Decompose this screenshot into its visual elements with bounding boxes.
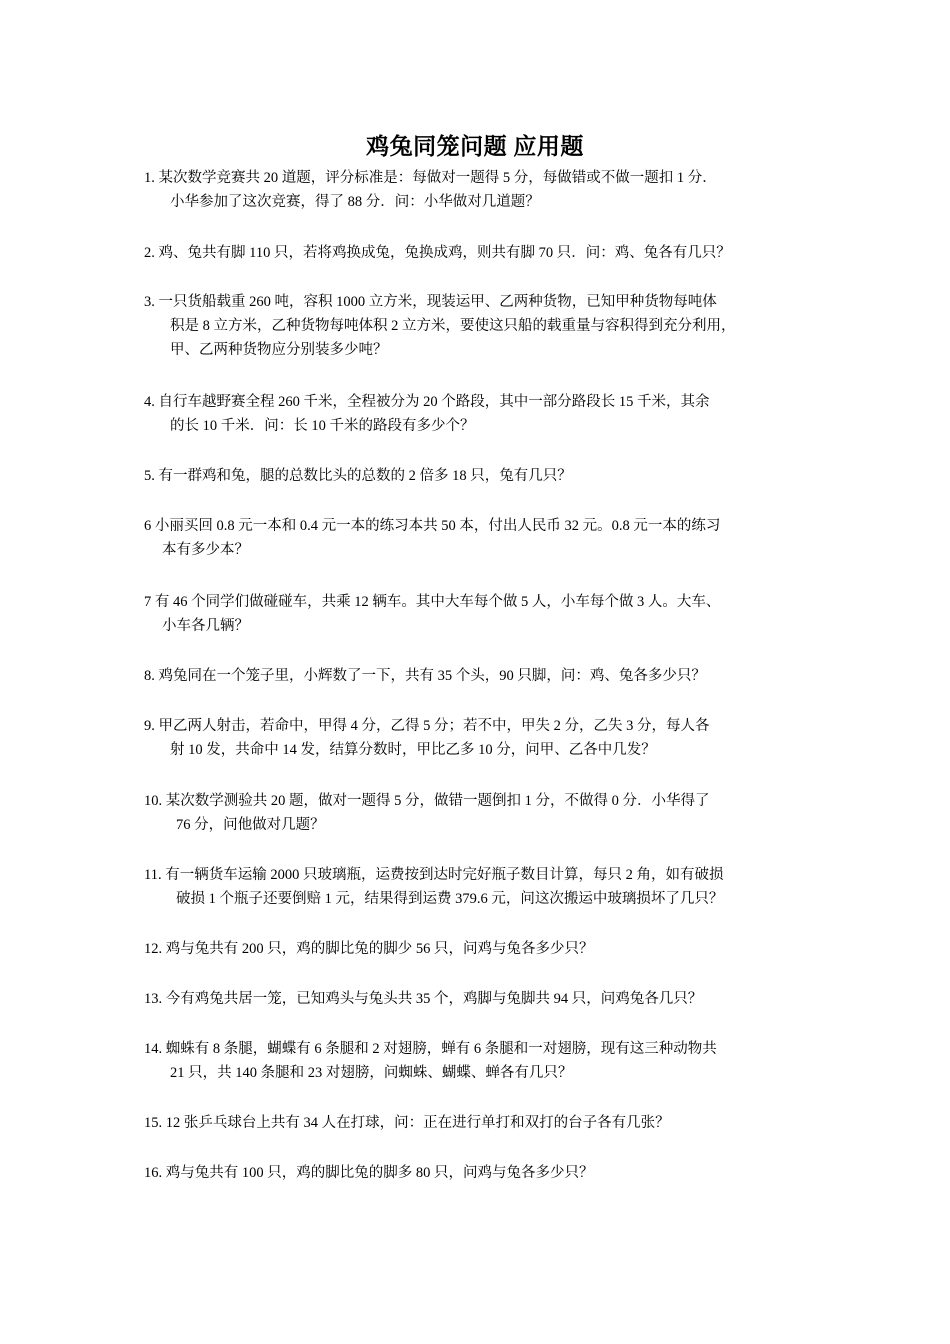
question-9 — [144, 714, 824, 762]
question-10 — [144, 789, 824, 837]
question-13 — [144, 987, 824, 1011]
question-text: 1. 某次数学竞赛共 20 道题，评分标准是：每做对一题得 5 分，每做错或不做一题扣 1 分． — [144, 170, 717, 186]
question-14 — [144, 1037, 824, 1085]
question-text-continued: 76 分，问他做对几题？ — [176, 817, 325, 833]
question-text-continued: 积是 8 立方米，乙种货物每吨体积 2 立方米，要使这只船的载重量与容积得到充分利用， — [170, 318, 736, 334]
question-text: 12. 鸡与兔共有 200 只，鸡的脚比兔的脚少 56 只，问鸡与兔各多少只？ — [144, 941, 594, 957]
question-text: 8. 鸡兔同在一个笼子里，小辉数了一下，共有 35 个头，90 只脚，问：鸡、兔各多少只？ — [144, 668, 706, 684]
question-text-continued: 小车各几辆？ — [162, 618, 249, 634]
question-text: 14. 蜘蛛有 8 条腿，蝴蝶有 6 条腿和 2 对翅膀，蝉有 6 条腿和一对翅膀，现有这三种动物共 — [144, 1041, 717, 1057]
question-text: 16. 鸡与兔共有 100 只，鸡的脚比兔的脚多 80 只，问鸡与兔各多少只？ — [144, 1165, 594, 1181]
question-text: 9. 甲乙两人射击，若命中，甲得 4 分，乙得 5 分；若不中，甲失 2 分，乙失 3 分，每人各 — [144, 718, 710, 734]
question-5 — [144, 464, 824, 488]
question-text-continued: 的长 10 千米．问：长 10 千米的路段有多少个？ — [170, 418, 475, 434]
question-15 — [144, 1111, 824, 1135]
question-text: 4. 自行车越野赛全程 260 千米，全程被分为 20 个路段，其中一部分路段长 15 千米，其余 — [144, 394, 710, 410]
question-3 — [144, 290, 824, 362]
question-text-continued: 小华参加了这次竞赛，得了 88 分．问：小华做对几道题？ — [170, 194, 540, 210]
document-title: 鸡兔同笼问题 应用题 — [366, 134, 584, 159]
question-12 — [144, 937, 824, 961]
question-4 — [144, 390, 824, 438]
question-text: 3. 一只货船载重 260 吨，容积 1000 立方米，现装运甲、乙两种货物，已知甲种货物每吨体 — [144, 294, 717, 310]
question-text: 15. 12 张乒乓球台上共有 34 人在打球，问：正在进行单打和双打的台子各有几张？ — [144, 1115, 670, 1131]
question-text-continued: 本有多少本？ — [162, 542, 249, 558]
question-text: 7 有 46 个同学们做碰碰车，共乘 12 辆车。其中大车每个做 5 人，小车每个做 3 人。大车、 — [144, 594, 721, 610]
question-text: 11. 有一辆货车运输 2000 只玻璃瓶，运费按到达时完好瓶子数目计算，每只 2 角，如有破损 — [144, 867, 724, 883]
question-7 — [144, 590, 824, 638]
question-2 — [144, 241, 824, 265]
question-11 — [144, 863, 824, 911]
question-text-continued: 射 10 发，共命中 14 发，结算分数时，甲比乙多 10 分，问甲、乙各中几发？ — [170, 742, 656, 758]
question-text: 2. 鸡、兔共有脚 110 只，若将鸡换成兔，兔换成鸡，则共有脚 70 只．问：鸡、兔各有几只？ — [144, 245, 731, 261]
question-text: 10. 某次数学测验共 20 题，做对一题得 5 分，做错一题倒扣 1 分，不做得 0 分．小华得了 — [144, 793, 710, 809]
question-6 — [144, 514, 824, 562]
question-text: 5. 有一群鸡和兔，腿的总数比头的总数的 2 倍多 18 只，兔有几只？ — [144, 468, 572, 484]
question-1 — [144, 166, 824, 214]
question-text-continued: 破损 1 个瓶子还要倒赔 1 元，结果得到运费 379.6 元，问这次搬运中玻璃损坏了几只？ — [176, 891, 724, 907]
question-text-continued: 甲、乙两种货物应分别装多少吨？ — [170, 342, 388, 358]
question-text: 13. 今有鸡兔共居一笼，已知鸡头与兔头共 35 个，鸡脚与兔脚共 94 只，问鸡兔各几只？ — [144, 991, 703, 1007]
question-16 — [144, 1161, 824, 1185]
question-8 — [144, 664, 824, 688]
question-text-continued: 21 只，共 140 条腿和 23 对翅膀，问蜘蛛、蝴蝶、蝉各有几只？ — [170, 1065, 573, 1081]
question-text: 6 小丽买回 0.8 元一本和 0.4 元一本的练习本共 50 本，付出人民币 32 元。0.8 元一本的练习 — [144, 518, 721, 534]
